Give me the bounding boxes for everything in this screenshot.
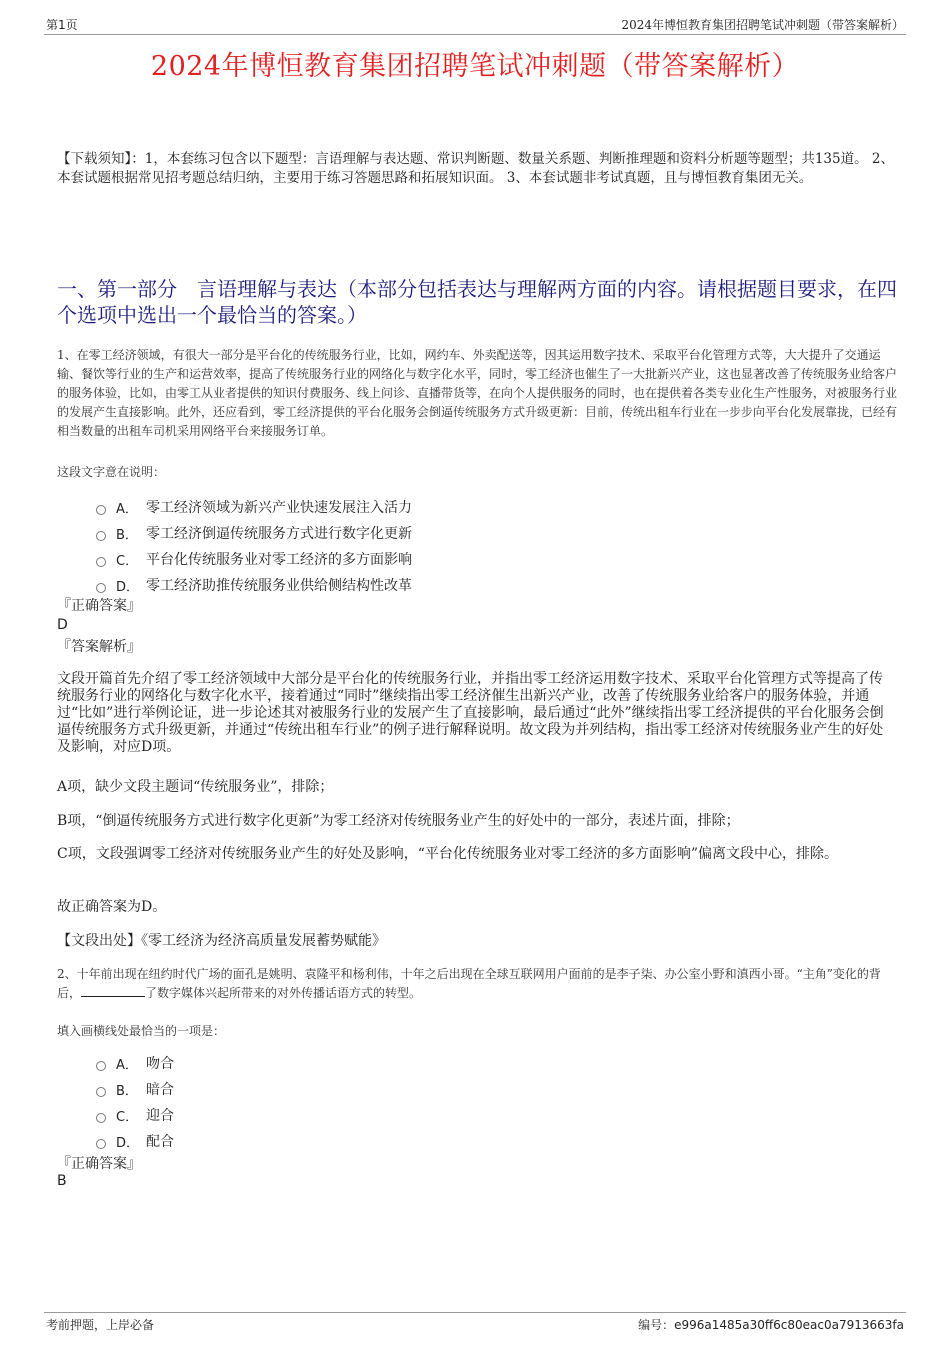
analysis-paragraph: 文段开篇首先介绍了零工经济领域中大部分是平台化的传统服务行业，并指出零工经济运用数字技术、采取平台化管理方式等提高了传统服务行业的网络化与数字化水平，接着通过“同时”继续指出零工经济催生出新兴产业，改善了传统服务业给客户的服务体验，并通过“比如”进行举例论证，进一步论述其对被服务行业的发展产生了直接影响，最后通过“此外”继续指出零工经济提供的平台化服务会倒逼传统服务方式升级更新，并通过“传统出租车行业”的例子进行解释说明。故文段为并列结构，指出零工经济对传统服务业产生的好处及影响，对应D项。: [57, 671, 884, 755]
option-text: 迎合: [146, 1108, 174, 1124]
question-2-prompt: 填入画横线处最恰当的一项是：: [57, 1024, 226, 1038]
question-2-text: 2、十年前出现在纽约时代广场的面孔是姚明、袁隆平和杨利伟，十年之后出现在全球互联网用户面前的是李子柒、办公室小野和滇西小哥。“主角”变化的背后， 了数字媒体兴起所带来的对外传播话语方式的转型。: [57, 967, 881, 1000]
download-notice: 【下载须知】：1，本套练习包含以下题型：言语理解与表达题、常识判断题、数量关系题、判断推理题和资料分析题等题型；共135道。 2、本套试题根据常见招考题总结归纳，主要用于练习答题思路和拓展知识面。 3、本套试题非考试真题，且与博恒教育集团无关。: [57, 151, 894, 186]
correct-answer: B: [57, 1173, 67, 1189]
radio-icon[interactable]: [96, 1139, 106, 1149]
option-c[interactable]: C． 平台化传统服务业对零工经济的多方面影响: [96, 546, 796, 572]
page-header: [44, 14, 906, 35]
analysis-option-a: A项，缺少文段主题词“传统服务业”，排除；: [57, 779, 334, 795]
analysis-option-b: B项，“倒逼传统服务方式进行数字化更新”为零工经济对传统服务业产生的好处中的一部分，表述片面，排除；: [57, 813, 740, 829]
radio-icon[interactable]: [96, 1113, 106, 1123]
option-b[interactable]: B． 暗合: [96, 1076, 796, 1102]
option-text: 暗合: [146, 1082, 174, 1098]
option-text: 吻合: [146, 1056, 174, 1072]
analysis-label: 『答案解析』: [57, 639, 141, 655]
option-b[interactable]: B． 零工经济倒逼传统服务方式进行数字化更新: [96, 520, 796, 546]
analysis-option-c: C项，文段强调零工经济对传统服务业产生的好处及影响，“平台化传统服务业对零工经济的多方面影响”偏离文段中心，排除。: [57, 846, 839, 862]
option-text: 配合: [146, 1134, 174, 1150]
analysis-conclusion: 故正确答案为D。: [57, 899, 167, 915]
option-text: 零工经济领域为新兴产业快速发展注入活力: [146, 500, 412, 516]
option-a[interactable]: A． 吻合: [96, 1050, 796, 1076]
question-1-prompt: 这段文字意在说明：: [57, 465, 166, 479]
radio-icon[interactable]: [96, 557, 106, 567]
correct-answer-label: 『正确答案』: [57, 598, 141, 614]
option-a[interactable]: A． 零工经济领域为新兴产业快速发展注入活力: [96, 494, 796, 520]
option-text: 平台化传统服务业对零工经济的多方面影响: [146, 552, 412, 568]
option-text: 零工经济助推传统服务业供给侧结构性改革: [146, 578, 412, 594]
header-doc-title: 2024年博恒教育集团招聘笔试冲刺题（带答案解析）: [621, 18, 904, 32]
radio-icon[interactable]: [96, 1087, 106, 1097]
correct-answer: D: [57, 617, 68, 633]
question-1-text: 1、在零工经济领域，有很大一部分是平台化的传统服务行业，比如，网约车、外卖配送等，因其运用数字技术、采取平台化管理方式等，大大提升了交通运输、餐饮等行业的生产和运营效率，提高了传统服务行业的网络化与数字化水平，同时，零工经济也催生了一大批新兴产业，这也显著改善了传统服务业给客户的服务体验，比如，由零工从业者提供的知识付费服务、线上问诊、直播带货等，在向个人提供服务的同时，也在提供着各类专业化生产性服务，对被服务行业的发展产生直接影响。此外，还应看到，零工经济提供的平台化服务会倒逼传统服务方式升级更新：目前，传统出租车行业在一步步向平台化发展靠拢，已经有相当数量的出租车司机采用网络平台来接服务订单。: [57, 348, 898, 438]
page-number: 第1页: [46, 18, 78, 32]
option-c[interactable]: C． 迎合: [96, 1102, 796, 1128]
option-d[interactable]: D． 零工经济助推传统服务业供给侧结构性改革: [96, 572, 796, 598]
radio-icon[interactable]: [96, 1061, 106, 1071]
radio-icon[interactable]: [96, 583, 106, 593]
question-2-options: [96, 1050, 796, 1154]
option-d[interactable]: D． 配合: [96, 1128, 796, 1154]
page-footer: [44, 1312, 906, 1331]
text-source: 【文段出处】《零工经济为经济高质量发展蓄势赋能》: [57, 933, 386, 949]
section-heading: 一、第一部分 言语理解与表达（本部分包括表达与理解两方面的内容。请根据题目要求，在四个选项中选出一个最恰当的答案。）: [57, 277, 897, 327]
option-text: 零工经济倒逼传统服务方式进行数字化更新: [146, 526, 412, 542]
radio-icon[interactable]: [96, 531, 106, 541]
radio-icon[interactable]: [96, 505, 106, 515]
document-id: 编号：e996a1485a30ff6c80eac0a7913663fa: [638, 1318, 904, 1332]
document-title: 2024年博恒教育集团招聘笔试冲刺题（带答案解析）: [150, 51, 800, 82]
footer-slogan: 考前押题，上岸必备: [46, 1318, 155, 1332]
question-1-options: [96, 494, 796, 598]
fill-blank: [81, 984, 145, 997]
correct-answer-label: 『正确答案』: [57, 1156, 141, 1172]
